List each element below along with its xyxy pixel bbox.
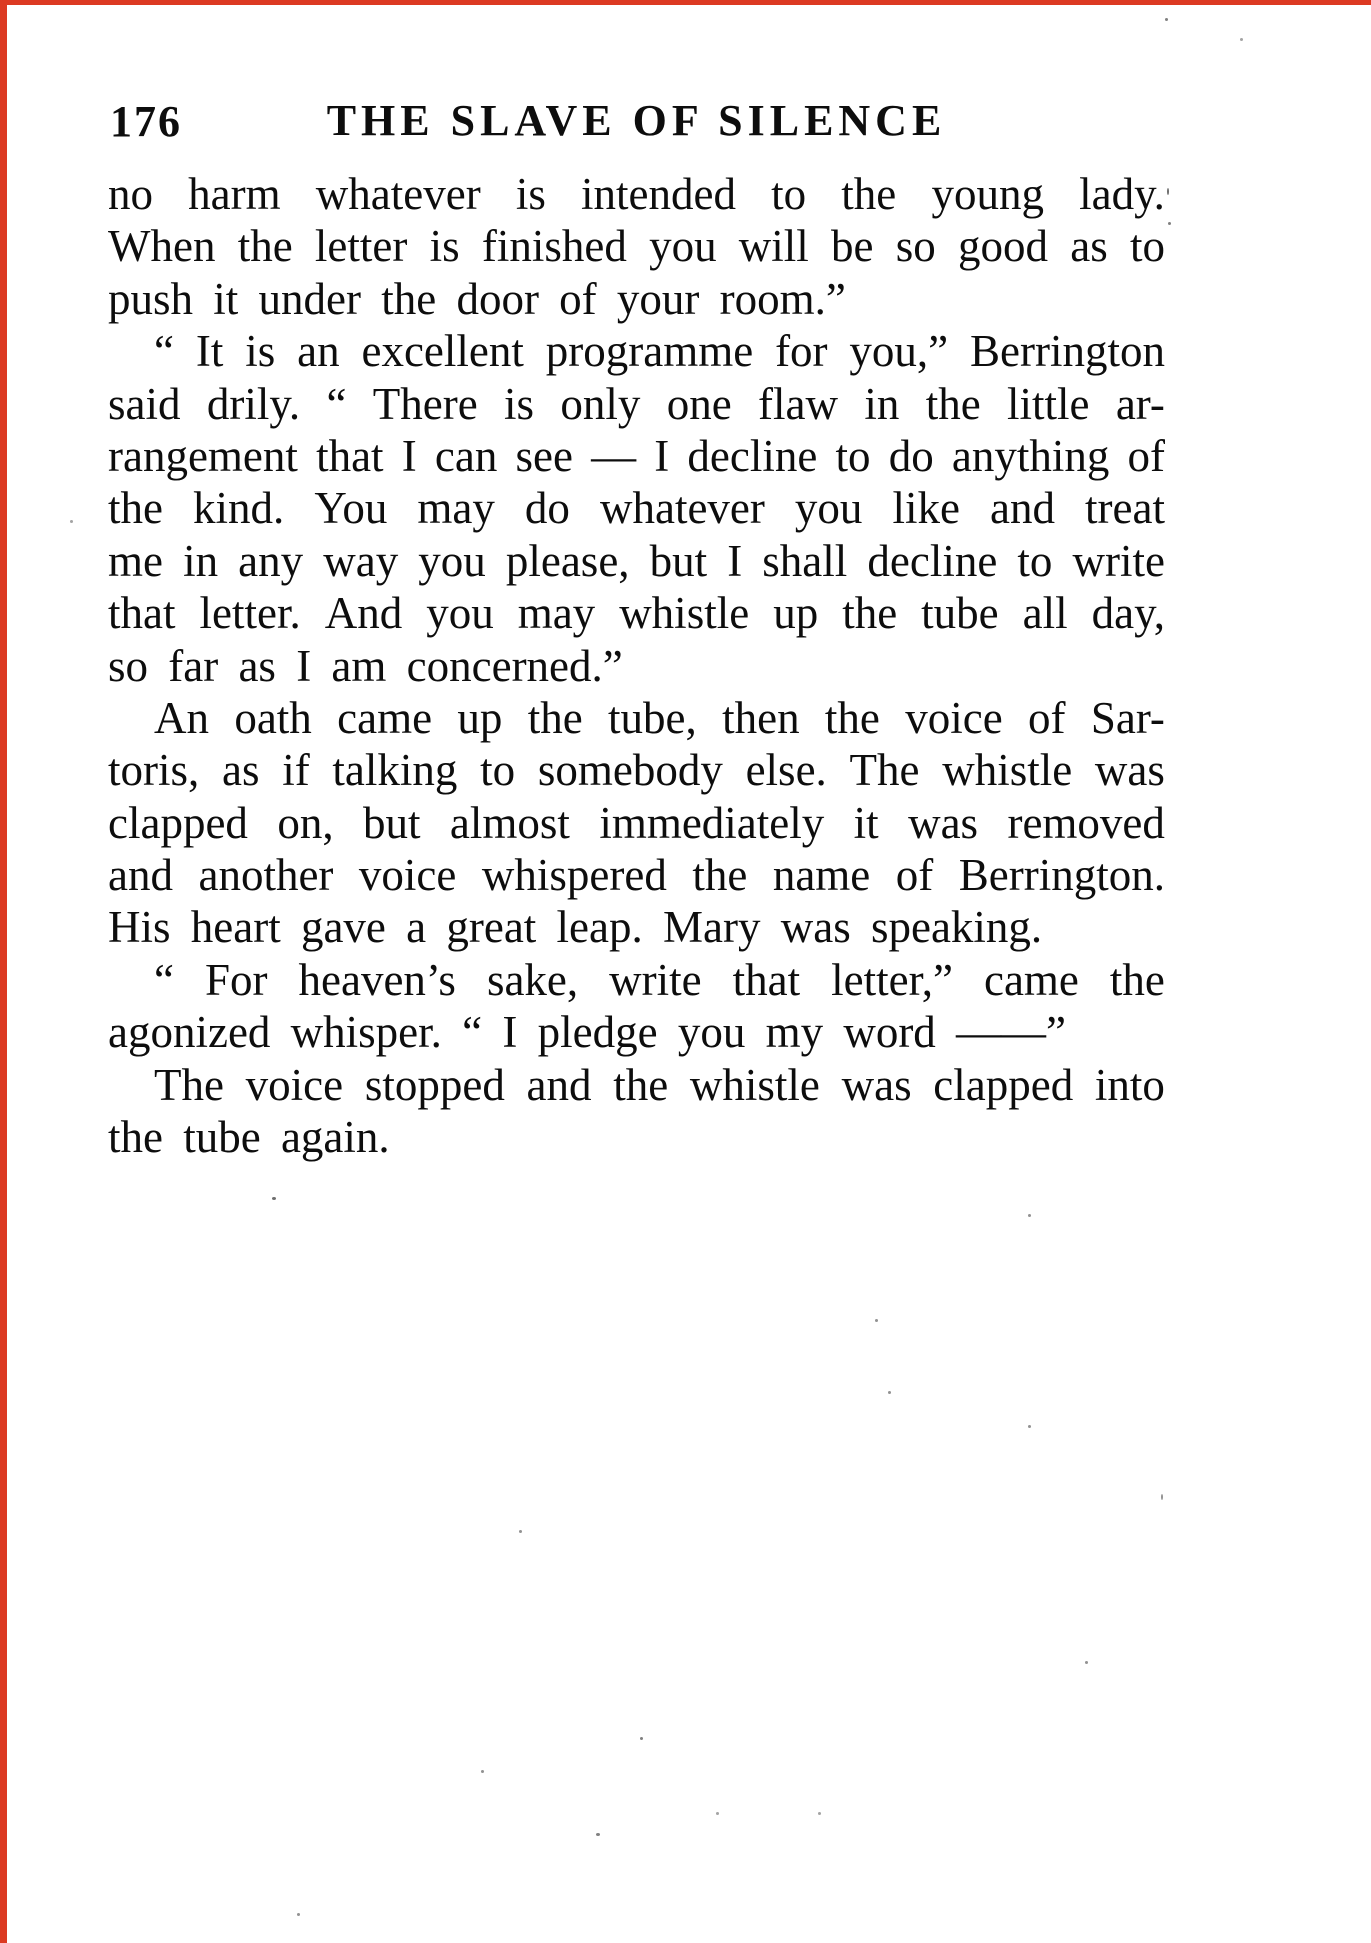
- word: kind.: [193, 483, 285, 534]
- word: I: [654, 430, 670, 481]
- word: that: [108, 588, 176, 639]
- word: And: [324, 588, 403, 639]
- word: day,: [1091, 588, 1165, 639]
- word: harm: [188, 169, 281, 219]
- word: treat: [1085, 483, 1165, 534]
- scan-speck: [1028, 1425, 1031, 1428]
- word: is: [429, 221, 460, 272]
- word: and: [990, 483, 1055, 534]
- word: intended: [581, 169, 736, 219]
- word: said: [108, 378, 181, 429]
- word: anything: [951, 430, 1110, 481]
- word: you,”: [849, 326, 949, 377]
- text-line: [108, 1059, 1165, 1111]
- word: an: [297, 326, 340, 377]
- word: and: [108, 850, 173, 901]
- word: write: [1072, 535, 1165, 586]
- word: do: [888, 430, 934, 481]
- word: and: [526, 1059, 592, 1110]
- scan-speck: [519, 1530, 522, 1533]
- word: the: [925, 378, 981, 429]
- word: There: [372, 378, 478, 429]
- scan-speck: [875, 1319, 878, 1322]
- word: drily.: [206, 378, 301, 429]
- word: another: [198, 850, 334, 901]
- scan-speck: [716, 1812, 719, 1815]
- word: somebody: [537, 745, 723, 796]
- word: of: [1028, 692, 1066, 743]
- scan-edge-top-red-line: [0, 0, 1371, 5]
- scan-speck: [1167, 188, 1169, 195]
- word: on,: [277, 797, 334, 848]
- word: be: [831, 221, 874, 272]
- text-line: [108, 535, 1165, 587]
- text-line: [108, 587, 1165, 639]
- word: to: [1129, 221, 1165, 272]
- scan-edge-left-red-line: [0, 0, 7, 1943]
- word: see: [515, 430, 573, 481]
- word: little: [1007, 378, 1090, 429]
- word: so: [895, 221, 936, 272]
- text-line: agonized whisper. “ I pledge you my word ——”: [108, 1007, 1067, 1058]
- word: whispered: [481, 850, 667, 901]
- scan-speck: [481, 1770, 484, 1773]
- word: toris,: [108, 745, 200, 796]
- word: the: [841, 169, 897, 219]
- word: as: [221, 745, 260, 796]
- word: one: [666, 378, 732, 429]
- word: may: [517, 588, 596, 639]
- word: The: [154, 1059, 224, 1110]
- word: the: [613, 1059, 669, 1110]
- word: only: [560, 378, 641, 429]
- word: of: [1127, 430, 1165, 481]
- word: clapped: [108, 797, 248, 848]
- word: way: [323, 535, 399, 586]
- word: came: [983, 954, 1079, 1005]
- word: whatever: [315, 169, 481, 219]
- word: Berrington.: [958, 850, 1165, 901]
- word: into: [1094, 1059, 1165, 1110]
- word: in: [864, 378, 900, 429]
- word: up: [773, 588, 819, 639]
- word: the: [237, 221, 293, 272]
- text-line: [108, 692, 1165, 744]
- word: letter.: [199, 588, 301, 639]
- word: tube,: [608, 692, 697, 743]
- text-line: [108, 378, 1165, 430]
- word: the: [527, 692, 583, 743]
- word: When: [108, 221, 216, 272]
- word: immediately: [599, 797, 825, 848]
- word: “: [326, 378, 347, 429]
- word: decline: [867, 535, 998, 586]
- word: to: [835, 430, 871, 481]
- word: Sar-: [1090, 692, 1165, 743]
- word: came: [337, 692, 433, 743]
- text-line: [108, 325, 1165, 377]
- word: removed: [1007, 797, 1165, 848]
- word: name: [772, 850, 871, 901]
- scan-speck: [596, 1833, 600, 1836]
- text-line: the tube again.: [108, 1112, 390, 1163]
- page-header: [108, 96, 1165, 146]
- scan-speck: [1240, 38, 1243, 41]
- word: will: [738, 221, 809, 272]
- word: It: [195, 326, 224, 377]
- word: excellent: [361, 326, 524, 377]
- text-line: [108, 482, 1165, 534]
- scan-speck: [1028, 1214, 1031, 1217]
- text-line: [108, 797, 1165, 849]
- word: for: [775, 326, 828, 377]
- word: I: [727, 535, 743, 586]
- word: whistle: [619, 588, 750, 639]
- scan-speck: [818, 1812, 821, 1815]
- word: talking: [332, 745, 458, 796]
- word: sake,: [486, 954, 579, 1005]
- word: is: [245, 326, 276, 377]
- word: I: [401, 430, 417, 481]
- word: finished: [481, 221, 627, 272]
- word: almost: [449, 797, 570, 848]
- word: For: [204, 954, 268, 1005]
- word: to: [1017, 535, 1053, 586]
- word: stopped: [364, 1059, 505, 1110]
- word: voice: [905, 692, 1003, 743]
- word: that: [732, 954, 801, 1005]
- word: lady.: [1079, 169, 1165, 219]
- word: the: [108, 483, 163, 534]
- scan-speck: [70, 520, 73, 523]
- word: was: [908, 797, 979, 848]
- page-number: 176: [110, 97, 182, 146]
- text-line: [108, 744, 1165, 796]
- scan-speck: [888, 1391, 891, 1394]
- scan-speck: [640, 1737, 643, 1740]
- word: you: [794, 483, 863, 534]
- word: You: [314, 483, 388, 534]
- word: write: [609, 954, 702, 1005]
- word: else.: [745, 745, 827, 796]
- word: young: [931, 169, 1044, 219]
- text-line: push it under the door of your room.”: [108, 273, 846, 324]
- word: The: [849, 745, 920, 796]
- word: rangement: [108, 430, 298, 481]
- word: all: [1022, 588, 1068, 639]
- word: the: [1109, 954, 1165, 1005]
- word: like: [892, 483, 960, 534]
- word: whatever: [599, 483, 765, 534]
- text-line: [108, 954, 1165, 1006]
- word: clapped: [933, 1059, 1074, 1110]
- scan-speck: [1168, 222, 1171, 225]
- word: do: [524, 483, 570, 534]
- word: to: [771, 169, 807, 219]
- word: flaw: [758, 378, 839, 429]
- running-title: THE SLAVE OF SILENCE: [326, 96, 947, 145]
- word: you: [426, 588, 494, 639]
- word: oath: [234, 692, 312, 743]
- word: may: [417, 483, 495, 534]
- word: ar-: [1115, 378, 1165, 429]
- body-text: [108, 168, 1165, 1163]
- word: tube: [921, 588, 999, 639]
- word: good: [958, 221, 1049, 272]
- word: letter: [314, 221, 408, 272]
- word: it: [853, 797, 879, 848]
- text-line: [108, 220, 1165, 272]
- word: voice: [358, 850, 457, 901]
- word: is: [515, 169, 546, 219]
- word: can: [434, 430, 498, 481]
- scan-speck: [297, 1913, 300, 1916]
- text-line: [108, 849, 1165, 901]
- word: “: [154, 954, 174, 1005]
- word: but: [649, 535, 708, 586]
- word: then: [722, 692, 800, 743]
- word: letter,”: [831, 954, 953, 1005]
- text-line: His heart gave a great leap. Mary was speaking.: [108, 902, 1043, 953]
- word: me: [108, 535, 163, 586]
- word: please,: [505, 535, 630, 586]
- word: voice: [245, 1059, 344, 1110]
- word: any: [238, 535, 304, 586]
- word: of: [895, 850, 934, 901]
- scan-speck: [1085, 1661, 1088, 1664]
- text-line: [108, 168, 1165, 220]
- word: was: [841, 1059, 912, 1110]
- scan-speck: [272, 1197, 276, 1200]
- word: whistle: [942, 745, 1073, 796]
- word: if: [282, 745, 310, 796]
- word: as: [1070, 221, 1108, 272]
- word: whistle: [689, 1059, 820, 1110]
- word: no: [108, 169, 153, 219]
- word: heaven’s: [298, 954, 456, 1005]
- word: the: [692, 850, 748, 901]
- word: to: [480, 745, 516, 796]
- word: you: [418, 535, 486, 586]
- text-line: so far as I am concerned.”: [108, 640, 623, 691]
- word: was: [1094, 745, 1165, 796]
- text-line: [108, 430, 1165, 482]
- word: shall: [762, 535, 848, 586]
- word: the: [824, 692, 880, 743]
- word: is: [504, 378, 535, 429]
- word: An: [154, 692, 209, 743]
- word: in: [183, 535, 219, 586]
- word: Berrington: [970, 326, 1165, 377]
- word: decline: [687, 430, 818, 481]
- scan-speck: [1161, 1494, 1163, 1500]
- word: but: [362, 797, 421, 848]
- word: “: [154, 326, 174, 377]
- word: you: [649, 221, 717, 272]
- word: the: [842, 588, 898, 639]
- scan-speck: [1165, 18, 1168, 21]
- word: —: [591, 430, 637, 481]
- word: that: [316, 430, 384, 481]
- word: up: [457, 692, 503, 743]
- word: programme: [545, 326, 754, 377]
